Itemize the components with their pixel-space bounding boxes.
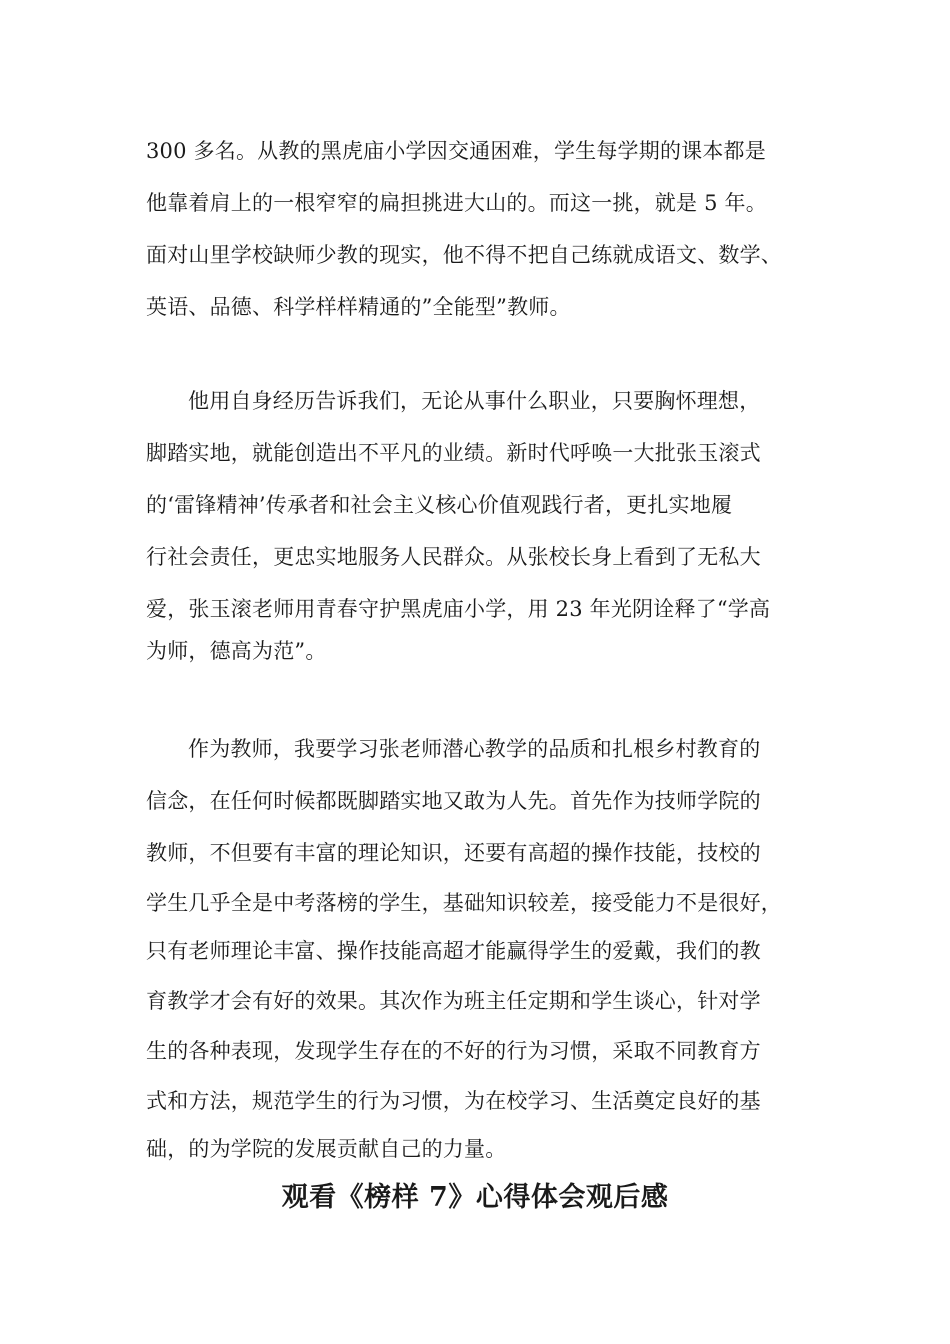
paragraph-3-line-8: 式和方法，规范学生的行为习惯，为在校学习、生活奠定良好的基 — [146, 1089, 761, 1113]
paragraph-1-line-1: 300 多名。从教的黑虎庙小学因交通困难，学生每学期的课本都是 — [146, 139, 766, 163]
paragraph-3-line-6: 育教学才会有好的效果。其次作为班主任定期和学生谈心，针对学 — [146, 989, 761, 1013]
paragraph-3-line-9: 础，的为学院的发展贡献自己的力量。 — [146, 1137, 507, 1161]
section-title: 观看《榜样 7》心得体会观后感 — [281, 1182, 669, 1213]
paragraph-2-line-4: 行社会责任，更忠实地服务人民群众。从张校长身上看到了无私大 — [146, 545, 761, 569]
paragraph-3-line-3: 教师，不但要有丰富的理论知识，还要有高超的操作技能，技校的 — [146, 841, 761, 865]
paragraph-3-line-2: 信念，在任何时候都既脚踏实地又敢为人先。首先作为技师学院的 — [146, 789, 761, 813]
paragraph-1-line-2: 他靠着肩上的一根窄窄的扁担挑进大山的。而这一挑，就是 5 年。 — [146, 191, 767, 215]
paragraph-2-line-2: 脚踏实地，就能创造出不平凡的业绩。新时代呼唤一大批张玉滚式 — [146, 441, 761, 465]
paragraph-1-line-3: 面对山里学校缺师少教的现实，他不得不把自己练就成语文、数学、 — [146, 243, 782, 267]
paragraph-1-line-4: 英语、品德、科学样样精通的”全能型”教师。 — [146, 295, 571, 319]
paragraph-3-line-7: 生的各种表现，发现学生存在的不好的行为习惯，采取不同教育方 — [146, 1039, 761, 1063]
paragraph-3-line-4: 学生几乎全是中考落榜的学生，基础知识较差，接受能力不是很好， — [146, 891, 782, 915]
paragraph-2-line-6: 为师，德高为范”。 — [146, 639, 327, 663]
paragraph-2-line-5: 爱，张玉滚老师用青春守护黑虎庙小学，用 23 年光阴诠释了“学高 — [146, 597, 771, 621]
paragraph-3-line-5: 只有老师理论丰富、操作技能高超才能赢得学生的爱戴，我们的教 — [146, 939, 761, 963]
paragraph-2-line-3: 的‘雷锋精神’传承者和社会主义核心价值观践行者，更扎实地履 — [146, 493, 733, 517]
paragraph-3-line-1: 作为教师，我要学习张老师潜心教学的品质和扎根乡村教育的 — [188, 737, 761, 761]
paragraph-2-line-1: 他用自身经历告诉我们，无论从事什么职业，只要胸怀理想， — [188, 389, 761, 413]
